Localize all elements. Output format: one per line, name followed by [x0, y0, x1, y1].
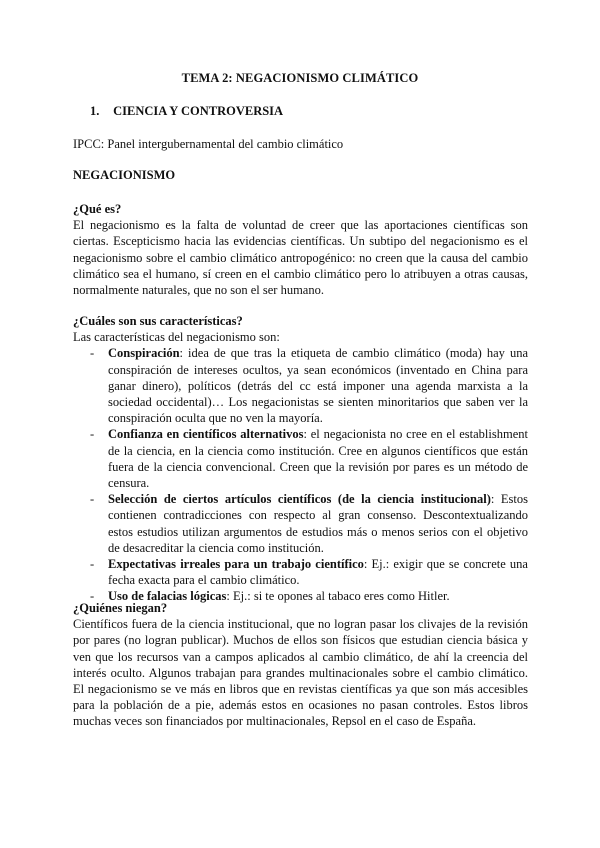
quienes-section	[73, 600, 528, 730]
list-item-term: Uso de falacias lógicas	[108, 589, 227, 604]
list-item: - Conspiración: idea de que tras la etiqueta de cambio climático (moda) hay una conspiración de intereses ocultos, ya sean económicos (inventado en China para ganar dinero), políticos (detrás del cc está imponer una agenda marxista a la sociedad occidental)… Los negacionistas se sienten minoritarios que saben ver la conspiración oculta que no ven la mayoría.	[90, 346, 528, 426]
caracteristicas-heading: ¿Cuáles son sus características?	[73, 314, 243, 328]
caracteristicas-intro: Las características del negacionismo son:	[73, 330, 280, 345]
list-item-term: Confianza en científicos alternativos	[108, 427, 304, 442]
ipcc-definition: IPCC: Panel intergubernamental del cambio climático	[73, 137, 344, 151]
document-title: TEMA 2: NEGACIONISMO CLIMÁTICO	[181, 71, 419, 85]
list-item-text: : Estos contienen contradicciones con respecto al gran consenso. Descontextualizando estos estudios utilizan argumentos de estudios más o menos serios con el objetivo de desacreditar la ciencia como institución.	[108, 492, 528, 555]
list-item-text: : Ej.: si te opones al tabaco eres como Hitler.	[226, 589, 450, 604]
section-heading	[90, 104, 283, 119]
list-item-term: Expectativas irreales para un trabajo científico	[108, 557, 364, 572]
que-es-heading: ¿Qué es?	[73, 202, 122, 216]
list-item-text: : Ej.: exigir que se concrete una fecha exacta para el cambio climático.	[108, 557, 528, 588]
quienes-heading: ¿Quiénes niegan?	[73, 601, 168, 615]
que-es-section	[73, 201, 528, 298]
list-item-term: Conspiración	[108, 346, 180, 361]
que-es-paragraph: El negacionismo es la falta de voluntad de creer que las aportaciones científicas son ciertas. Escepticismo hacia las evidencias científicas. Un subtipo del negacionismo es el negacionismo sobre el cambio climático antropogénico: no creen que la causa del cambio climático sea el humano, sí creen en el cambio climático pero lo atribuyen a otras causas, normalmente naturales, que no son el ser humano.	[73, 218, 528, 298]
list-item: - Uso de falacias lógicas: Ej.: si te opones al tabaco eres como Hitler.	[90, 589, 450, 604]
list-item: - Selección de ciertos artículos científicos (de la ciencia institucional): Estos contienen contradicciones con respecto al gran consenso. Descontextualizando estos estudios utilizan argumentos de estudios más o menos serios con el objetivo de desacreditar la ciencia como institución.	[90, 492, 528, 555]
list-item: - Confianza en científicos alternativos: el negacionista no cree en el establishment de la ciencia, en la ciencia como institución. Cree en algunos científicos que están fuera de la ciencia convencional. Creen que la revisión por pares es un método de censura.	[90, 427, 528, 491]
caracteristicas-list	[73, 345, 528, 604]
list-item: - Expectativas irreales para un trabajo científico: Ej.: exigir que se concrete una fecha exacta para el cambio climático.	[90, 557, 528, 588]
negacionismo-heading: NEGACIONISMO	[73, 168, 176, 182]
list-item-text: : idea de que tras la etiqueta de cambio climático (moda) hay una conspiración de intereses ocultos, ya sean económicos (inventado en China para ganar dinero), políticos (detrás del cc está imponer una agenda marxista a la sociedad occidental)… Los negacionistas se sienten minoritarios que saben ver la conspiración oculta que no ven la mayoría.	[108, 346, 528, 426]
list-item-text: : el negacionista no cree en el establishment de la ciencia, en la ciencia como institución. Cree en algunos científicos que están fuera de la ciencia convencional. Creen que la revisión por pares es un método de censura.	[108, 427, 528, 491]
section-title: CIENCIA Y CONTROVERSIA	[113, 104, 284, 118]
caracteristicas-section	[73, 313, 528, 605]
section-number: 1.	[90, 104, 100, 118]
list-item-term: Selección de ciertos artículos científicos (de la ciencia institucional)	[108, 492, 491, 507]
quienes-paragraph: Científicos fuera de la ciencia institucional, que no logran pasar los clivajes de la revisión por pares (no logran publicar). Muchos de ellos son físicos que estudian ciencia básica y ven que los recursos van a campos aplicados al cambio climático, de ahí la creencia del interés oculto. Algunos trabajan para grandes multinacionales sobre el cambio climático. El negacionismo se ve más en libros que en revistas científicas ya que son más accesibles para la población de a pie, además estos en ocasiones no pasan controles. Estos libros muchas veces son financiados por multinacionales, Repsol en el caso de España.	[73, 617, 528, 729]
